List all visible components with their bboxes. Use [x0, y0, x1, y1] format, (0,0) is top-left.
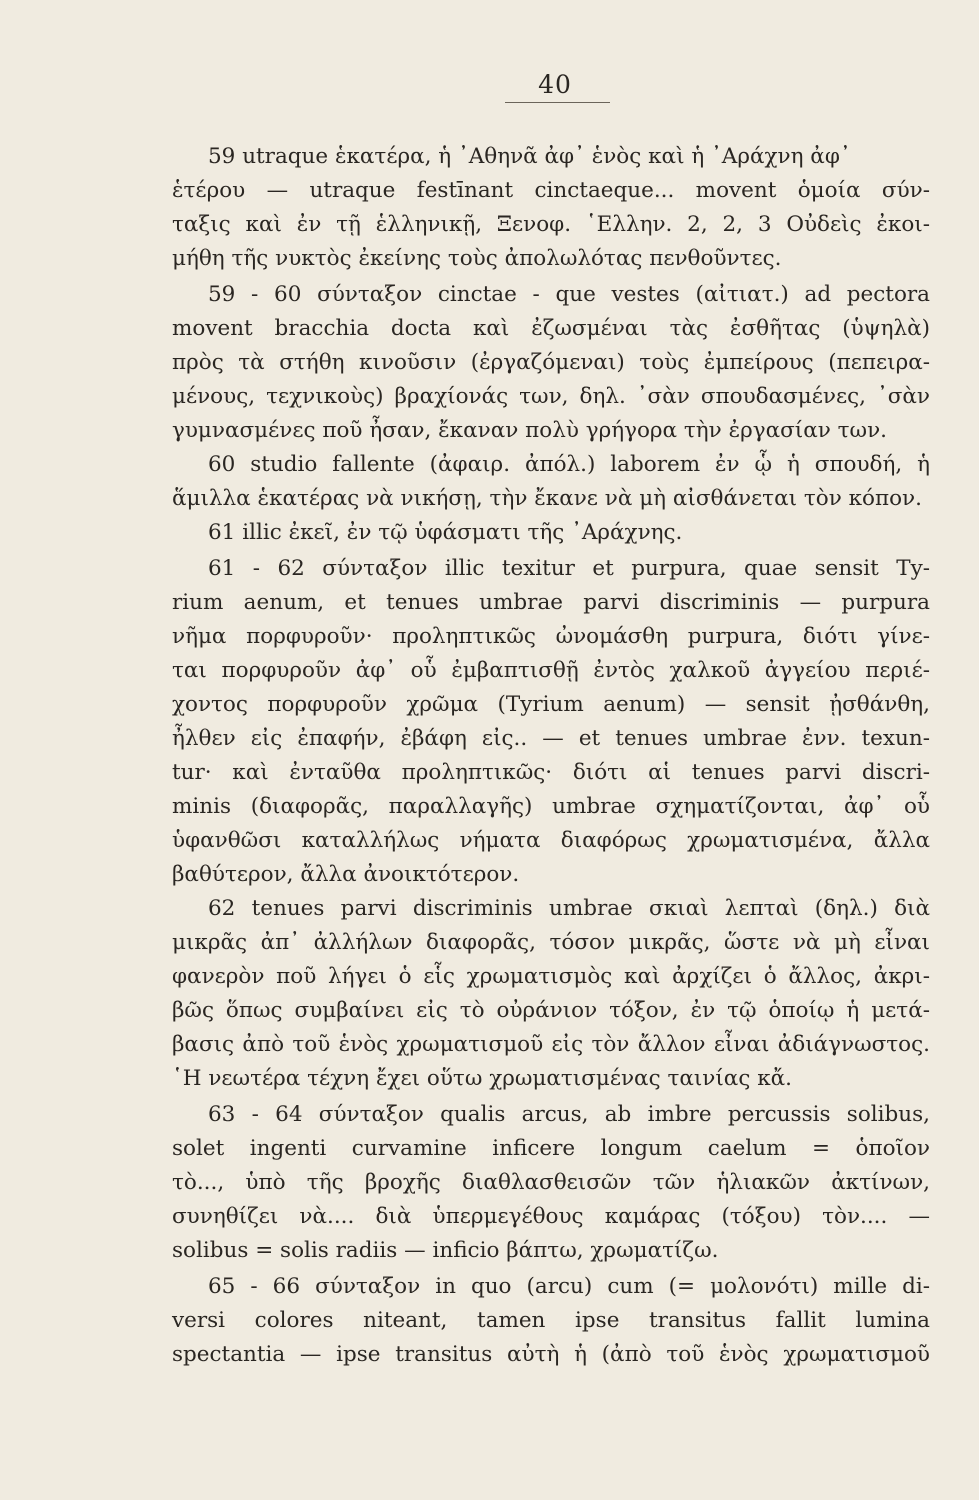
page-number: 40	[538, 70, 572, 99]
text-line: 61 illic ἐκεῖ, ἐν τῷ ὑφάσματι τῆς ᾿Αράχνης.	[208, 520, 683, 545]
text-line: νῆμα πορφυροῦν· προληπτικῶς ὠνομάσθη purpura, διότι γίνε-	[172, 624, 930, 649]
text-line: 60 studio fallente (ἀφαιρ. ἀπόλ.) laborem ἐν ᾧ ἡ σπουδή, ἡ	[208, 452, 930, 477]
text-line: ἅμιλλα ἑκατέρας νὰ νικήσῃ, τὴν ἔκανε νὰ μὴ αἰσθάνεται τὸν κόπον.	[172, 486, 922, 511]
text-line: ται πορφυροῦν ἀφ᾿ οὗ ἐμβαπτισθῇ ἐντὸς χαλκοῦ ἀγγείου περιέ-	[172, 658, 930, 683]
text-line: ἑτέρου — utraque festīnant cinctaeque... movent ὁμοία σύν-	[172, 178, 930, 203]
text-line: ὑφανθῶσι καταλλήλως νήματα διαφόρως χρωματισμένα, ἄλλα	[172, 828, 930, 853]
text-line: ταξις καὶ ἐν τῇ ἑλληνικῇ, Ξενοφ. ῾Ελλην. 2, 2, 3 Οὐδεὶς ἐκοι-	[172, 212, 930, 237]
text-line: movent bracchia docta καὶ ἐζωσμέναι τὰς ἐσθῆτας (ὑψηλὰ)	[172, 316, 930, 341]
text-line: 59 - 60 σύνταξον cinctae - que vestes (αἰτιατ.) ad pectora	[208, 282, 930, 307]
text-line: φανερὸν ποῦ λήγει ὁ εἷς χρωματισμὸς καὶ ἀρχίζει ὁ ἄλλος, ἀκρι-	[172, 964, 930, 989]
text-line: solet ingenti curvamine inficere longum caelum = ὁποῖον	[172, 1136, 930, 1161]
text-line: συνηθίζει νὰ.... διὰ ὑπερμεγέθους καμάρας (τόξου) τὸν.... —	[172, 1204, 930, 1229]
text-line: χοντος πορφυροῦν χρῶμα (Tyrium aenum) — sensit ᾐσθάνθη,	[172, 692, 930, 717]
text-line: 62 tenues parvi discriminis umbrae σκιαὶ λεπταὶ (δηλ.) διὰ	[208, 896, 930, 921]
text-line: βῶς ὅπως συμβαίνει εἰς τὸ οὐράνιον τόξον, ἐν τῷ ὁποίῳ ἡ μετά-	[172, 998, 930, 1023]
text-line: βασις ἀπὸ τοῦ ἑνὸς χρωματισμοῦ εἰς τὸν ἄλλον εἶναι ἀδιάγνωστος.	[172, 1032, 930, 1057]
text-line: μικρᾶς ἀπ᾿ ἀλλήλων διαφορᾶς, τόσον μικρᾶς, ὥστε νὰ μὴ εἶναι	[172, 930, 930, 955]
text-line: μένους, τεχνικοὺς) βραχίονάς των, δηλ. ᾿σὰν σπουδασμένες, ᾿σὰν	[172, 384, 930, 409]
text-line: πρὸς τὰ στήθη κινοῦσιν (ἐργαζόμεναι) τοὺς ἐμπείρους (πεπειρα-	[172, 350, 930, 375]
text-line: βαθύτερον, ἄλλα ἀνοικτότερον.	[172, 862, 520, 887]
text-line: 59 utraque ἑκατέρα, ἡ ᾿Αθηνᾶ ἀφ᾿ ἑνὸς καὶ ἡ ᾿Αράχνη ἀφ᾿	[208, 144, 851, 169]
text-line: τὸ..., ὑπὸ τῆς βροχῆς διαθλασθεισῶν τῶν ἡλιακῶν ἀκτίνων,	[172, 1170, 930, 1195]
text-line: spectantia — ipse transitus αὐτὴ ἡ (ἀπὸ τοῦ ἑνὸς χρωματισμοῦ	[172, 1342, 930, 1367]
text-line: 61 - 62 σύνταξον illic texitur et purpura, quae sensit Ty-	[208, 556, 930, 581]
text-line: 65 - 66 σύνταξον in quo (arcu) cum (= μολονότι) mille di-	[208, 1274, 930, 1299]
text-line: rium aenum, et tenues umbrae parvi discriminis — purpura	[172, 590, 930, 615]
text-line: ῾Η νεωτέρα τέχνη ἔχει οὕτω χρωματισμένας ταινίας κἄ.	[172, 1066, 792, 1091]
text-line: minis (διαφορᾶς, παραλλαγῆς) umbrae σχηματίζονται, ἀφ᾿ οὗ	[172, 794, 930, 819]
text-line: γυμνασμένες ποῦ ἦσαν, ἔκαναν πολὺ γρήγορα τὴν ἐργασίαν των.	[172, 418, 887, 443]
text-line: ἦλθεν εἰς ἐπαφήν, ἐβάφη εἰς.. — et tenues umbrae ἐνν. texun-	[172, 726, 930, 751]
text-line: versi colores niteant, tamen ipse transitus fallit lumina	[172, 1308, 930, 1333]
text-line: solibus = solis radiis — inficio βάπτω, χρωματίζω.	[172, 1238, 719, 1263]
text-line: tur· καὶ ἐνταῦθα προληπτικῶς· διότι αἱ tenues parvi discri-	[172, 760, 930, 785]
text-line: 63 - 64 σύνταξον qualis arcus, ab imbre percussis solibus,	[208, 1102, 930, 1127]
text-line: μήθη τῆς νυκτὸς ἐκείνης τοὺς ἀπολωλότας πενθοῦντες.	[172, 246, 782, 271]
